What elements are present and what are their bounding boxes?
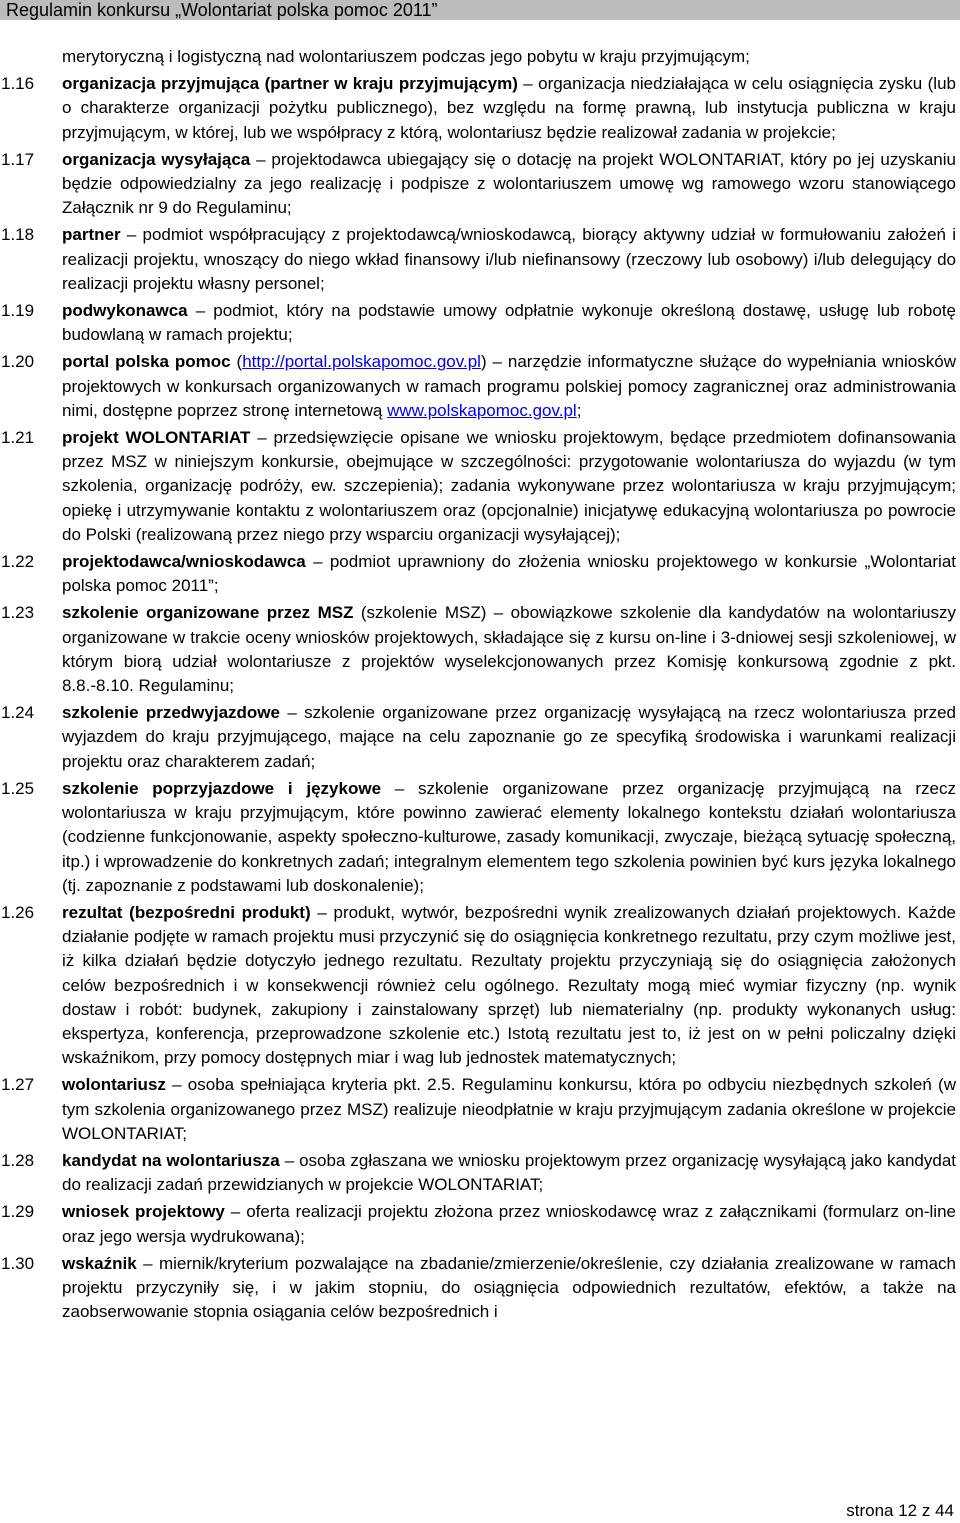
definition-number: 1.28 [1,1150,35,1170]
definition-text: – przedsięwzięcie opisane we wniosku projektowym, będące przedmiotem dofinansowania przez MSZ w niniejszym konkursie, obejmujące w szczególności: przygotowanie wolontariusza do wyjazdu (w tym szkolenia, organizację podróży, ew. szczepienia); zadania wykonywane przez wolontariusza w kraju przyjmującym; opiekę i utrzymywanie kontaktu z wolontariuszem oraz (opcjonalnie) inicjatywę edukacyjną wolontariusza po powrocie do Polski (realizowaną przez niego przy wsparciu organizacji wysyłającej); [62,428,956,544]
definition-number: 1.18 [1,225,35,245]
definition-term: rezultat (bezpośredni produkt) [62,902,311,922]
website-link[interactable]: www.polskapomoc.gov.pl [387,400,577,420]
definition-number: 1.17 [1,149,35,169]
definition-1-17 [0,148,960,221]
definition-1-27 [0,1073,960,1146]
definition-1-16 [0,72,960,145]
definition-1-25 [0,777,960,898]
definition-text: – osoba spełniająca kryteria pkt. 2.5. Regulaminu konkursu, która po odbyciu niezbędnych szkoleń (w tym szkolenia organizowanego przez MSZ) realizuje nieodpłatnie w kraju przyjmującym zadania określone w projekcie WOLONTARIAT; [62,1075,956,1143]
definition-term: kandydat na wolontariusza [62,1150,280,1170]
definition-text: – miernik/kryterium pozwalające na zbadanie/zmierzenie/określenie, czy działania zrealizowane w ramach projektu przyczyniły się, i w jakim stopniu, do osiągnięcia odpowiednich rezultatów, efektów, a także na zaobserwowanie stopnia osiągania celów bezpośrednich i [62,1253,956,1322]
definition-text: – podmiot współpracujący z projektodawcą/wnioskodawcą, biorący aktywny udział w formułowaniu założeń i realizacji projektu, wnoszący do niego wkład finansowy i/lub niefinansowy (rzeczowy lub osobowy) i/lub delegujący do realizacji projektu własny personel; [62,225,956,293]
definition-term: projektodawca/wnioskodawca [62,552,306,572]
definition-text: ) – narzędzie informatyczne służące do wypełniania wniosków projektowych w konkursach organizowanych w ramach programu polskiej pomocy zagranicznej oraz administrowania nimi, dostępne poprzez stronę internetową [62,352,956,420]
definition-term: podwykonawca [62,301,188,321]
definition-text: – podmiot uprawniony do złożenia wniosku projektowego w konkursie „Wolontariat polska pomoc 2011”; [62,552,956,596]
document-body [0,45,960,1327]
definition-text: – podmiot, który na podstawie umowy odpłatnie wykonuje określoną dostawę, usługę lub robotę budowlaną w ramach projektu; [62,301,956,345]
definition-1-20 [0,350,960,423]
portal-link[interactable]: http://portal.polskapomoc.gov.pl [242,352,481,372]
definition-1-26 [0,901,960,1070]
definition-term: organizacja przyjmująca (partner w kraju przyjmującym) [62,74,518,94]
definition-text: – oferta realizacji projektu złożona przez wnioskodawcę wraz z załącznikami (formularz on-line oraz jego wersja wydrukowana); [62,1202,956,1246]
definition-number: 1.22 [1,552,35,572]
page-number: strona 12 z 44 [846,1501,954,1520]
definition-number: 1.20 [1,352,35,372]
definition-term: organizacja wysyłająca [62,149,251,169]
definition-number: 1.24 [1,703,35,723]
definition-term: partner [62,225,121,245]
definition-1-21 [0,426,960,547]
definition-1-24 [0,701,960,774]
document-title: Regulamin konkursu „Wolontariat polska pomoc 2011” [6,0,438,20]
definition-number: 1.16 [1,74,35,94]
definition-1-18 [0,223,960,296]
text-fragment: ; [576,400,582,420]
page-header [0,0,960,20]
definition-text: – szkolenie organizowane przez organizację wysyłającą na rzecz wolontariusza przed wyjazdem do kraju przyjmującego, mające na celu zapoznanie go ze specyfiką środowiska i warunkami realizacji projektu oraz charakterem zadań; [62,703,956,771]
definition-term: wskaźnik [62,1253,137,1273]
definition-number: 1.21 [1,428,35,448]
definition-term: wolontariusz [62,1075,166,1095]
definition-number: 1.27 [1,1075,35,1095]
intro-text: merytoryczną i logistyczną nad wolontariuszem podczas jego pobytu w kraju przyjmującym; [62,47,750,66]
definition-1-28 [0,1149,960,1197]
definition-term: szkolenie przedwyjazdowe [62,703,280,723]
definition-1-22 [0,550,960,598]
definition-1-30 [0,1252,960,1325]
intro-continuation [0,45,960,69]
definition-number: 1.25 [1,778,35,798]
definition-text: – organizacja niedziałająca w celu osiągnięcia zysku (lub o charakterze organizacji pożytku publicznego), bez względu na formę prawną, lub instytucja publiczna w kraju przyjmującym, w której, lub we współpracy z którą, wolontariusz będzie realizował zadania w projekcie; [62,74,956,142]
definition-term: portal polska pomoc [62,352,231,372]
definition-1-23 [0,601,960,698]
definition-term: szkolenie poprzyjazdowe i językowe [62,778,382,798]
definition-term: projekt WOLONTARIAT [62,428,251,448]
definition-text: – osoba zgłaszana we wniosku projektowym przez organizację wysyłającą jako kandydat do realizacji zadań przewidzianych w projekcie WOLONTARIAT; [62,1150,956,1195]
definition-number: 1.30 [1,1253,35,1273]
definition-term: szkolenie organizowane przez MSZ [62,603,354,623]
definition-term: wniosek projektowy [62,1202,225,1222]
definition-number: 1.26 [1,902,35,922]
definition-number: 1.19 [1,301,35,321]
definition-number: 1.23 [1,603,35,623]
definition-1-19 [0,299,960,347]
definition-text: – projektodawca ubiegający się o dotację na projekt WOLONTARIAT, który po jej uzyskaniu będzie odpowiedzialny za jego realizację i podpisze z wolontariuszem umowę wg ramowego wzoru stanowiącego Załącznik nr 9 do Regulaminu; [62,149,956,218]
text-fragment: ( [236,352,243,372]
definition-1-29 [0,1200,960,1248]
definition-text: (szkolenie MSZ) – obowiązkowe szkolenie dla kandydatów na wolontariuszy organizowane w trakcie oceny wniosków projektowych, składające się z kursu on-line i 3-dniowej sesji szkoleniowej, w którym biorą udział wolontariusze z projektów wyselekcjonowanych przez Komisję konkursową zgodnie z pkt. 8.8.-8.10. Regulaminu; [62,603,956,696]
definition-text: – szkolenie organizowane przez organizację przyjmującą na rzecz wolontariusza w kraju przyjmującym, które powinno zawierać elementy lokalnego kontekstu działań wolontariusza (codzienne funkcjonowanie, aspekty społeczno-kulturowe, zasady komunikacji, zwyczaje, bieżącą sytuację społeczną, itp.) i wprowadzenie do konkretnych zadań; integralnym elementem tego szkolenia powinien być kurs języka lokalnego (tj. zapoznanie z podstawami lub doskonalenie); [62,778,956,895]
definition-text: – produkt, wytwór, bezpośredni wynik zrealizowanych działań projektowych. Każde działanie podjęte w ramach projektu musi przyczynić się do osiągnięcia konkretnego rezultatu, przy czym możliwe jest, iż kilka działań będzie dotyczyło jednego rezultatu. Rezultaty projektu przyczyniają się do osiągnięcia założonych celów bezpośrednich i w konsekwencji również celu ogólnego. Rezultaty mogą mieć wymiar fizyczny (np. wynik dostaw i robót: budynek, zakupiony i zainstalowany sprzęt) lub niematerialny (np. produkty wykonanych usług: ekspertyza, konferencja, przeprowadzone szkolenie etc.) Istotą rezultatu jest to, iż jest on w pełni policzalny dzięki wskaźnikom, przy pomocy dostępnych miar i wag lub jednostek matematycznych; [62,902,956,1068]
definition-number: 1.29 [1,1202,35,1222]
